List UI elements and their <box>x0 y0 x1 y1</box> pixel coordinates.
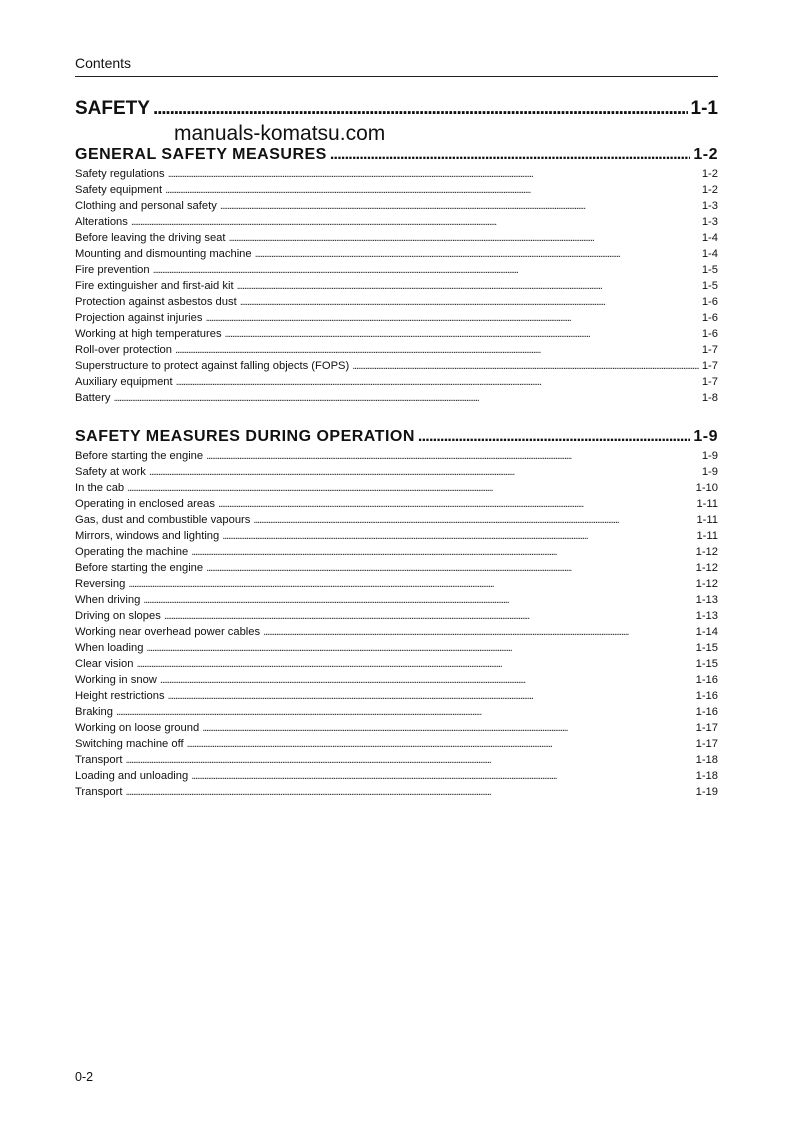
toc-entry-page: 1-13 <box>695 610 718 622</box>
toc-entry-title: In the cab <box>75 482 125 494</box>
dot-leader <box>153 262 699 278</box>
toc-section-title: SAFETY MEASURES DURING OPERATION <box>75 428 415 445</box>
dot-leader <box>113 390 698 406</box>
toc-entry[interactable] <box>75 784 718 800</box>
toc-entry-page: 1-2 <box>701 184 718 196</box>
toc-entry-title: Protection against asbestos dust <box>75 296 237 308</box>
toc-entry-page: 1-7 <box>701 376 718 388</box>
toc-entry[interactable] <box>75 496 718 512</box>
toc-entry[interactable] <box>75 230 718 246</box>
toc-entry-title: Superstructure to protect against falling objects (FOPS) <box>75 360 350 372</box>
toc-entry[interactable] <box>75 182 718 198</box>
toc-chapter-page: 1-1 <box>690 98 718 119</box>
dot-leader <box>168 166 699 182</box>
dot-leader <box>202 720 692 736</box>
toc-entry[interactable] <box>75 262 718 278</box>
dot-leader <box>165 182 699 198</box>
toc-entry-page: 1-14 <box>695 626 718 638</box>
dot-leader <box>168 688 693 704</box>
toc-entry[interactable] <box>75 736 718 752</box>
toc-entry-page: 1-6 <box>701 328 718 340</box>
toc-entry-title: Driving on slopes <box>75 610 161 622</box>
toc-entry-title: Before starting the engine <box>75 562 204 574</box>
toc-entry-title: Working near overhead power cables <box>75 626 261 638</box>
toc-entry-title: Transport <box>75 754 123 766</box>
dot-leader <box>187 736 693 752</box>
toc-entry-page: 1-8 <box>701 392 718 404</box>
toc-entry-title: When driving <box>75 594 141 606</box>
toc-entry[interactable] <box>75 342 718 358</box>
toc-entry-page: 1-11 <box>696 514 718 526</box>
toc-entry-title: Alterations <box>75 216 128 228</box>
toc-chapter-safety[interactable] <box>75 98 718 120</box>
toc-entry[interactable] <box>75 608 718 624</box>
dot-leader <box>191 544 692 560</box>
toc-entry-page: 1-15 <box>695 658 718 670</box>
toc-entry-title: Battery <box>75 392 111 404</box>
watermark-url: manuals-komatsu.com <box>174 122 386 145</box>
dot-leader <box>125 784 692 800</box>
toc-entry[interactable] <box>75 246 718 262</box>
toc-entry[interactable] <box>75 480 718 496</box>
dot-leader <box>218 496 694 512</box>
toc-entry-page: 1-12 <box>695 578 718 590</box>
toc-entry-title: Fire extinguisher and first-aid kit <box>75 280 234 292</box>
dot-leader <box>222 528 693 544</box>
toc-entry[interactable] <box>75 592 718 608</box>
dot-leader <box>263 624 692 640</box>
toc-entry-page: 1-18 <box>695 770 718 782</box>
toc-entry-page: 1-5 <box>701 280 718 292</box>
toc-entry-page: 1-9 <box>701 450 718 462</box>
toc-entry-title: Safety at work <box>75 466 146 478</box>
toc-entry-page: 1-16 <box>695 706 718 718</box>
toc-section-page: 1-2 <box>693 146 718 163</box>
toc-entry-title: Reversing <box>75 578 126 590</box>
toc-entry-page: 1-18 <box>695 754 718 766</box>
toc-entry[interactable] <box>75 464 718 480</box>
toc-entry[interactable] <box>75 672 718 688</box>
toc-entry[interactable] <box>75 214 718 230</box>
toc-entry-title: Mounting and dismounting machine <box>75 248 252 260</box>
dot-leader <box>131 214 699 230</box>
dot-leader <box>128 576 692 592</box>
dot-leader <box>330 145 691 165</box>
toc-entry-page: 1-11 <box>696 498 718 510</box>
toc-entry-title: Safety equipment <box>75 184 163 196</box>
toc-entry-page: 1-3 <box>701 216 718 228</box>
toc-entry-title: Switching machine off <box>75 738 184 750</box>
toc-entry[interactable] <box>75 512 718 528</box>
dot-leader <box>352 358 699 374</box>
dot-leader <box>191 768 692 784</box>
dot-leader <box>136 656 692 672</box>
toc-entry-title: Roll-over protection <box>75 344 173 356</box>
toc-entry[interactable] <box>75 198 718 214</box>
dot-leader <box>146 640 692 656</box>
dot-leader <box>225 326 699 342</box>
toc-entry-title: Working at high temperatures <box>75 328 222 340</box>
toc-entry[interactable] <box>75 528 718 544</box>
toc-entry-page: 1-17 <box>695 722 718 734</box>
toc-entry-page: 1-3 <box>701 200 718 212</box>
toc-entry-title: Working in snow <box>75 674 157 686</box>
toc-section-general-safety-measures[interactable] <box>75 145 718 165</box>
toc-entry-page: 1-12 <box>695 546 718 558</box>
toc-entry[interactable] <box>75 560 718 576</box>
dot-leader <box>206 448 699 464</box>
toc-entry[interactable] <box>75 374 718 390</box>
toc-entry-page: 1-7 <box>701 344 718 356</box>
toc-entry-page: 1-16 <box>695 690 718 702</box>
header-rule <box>75 76 718 77</box>
toc-entry-title: Before starting the engine <box>75 450 204 462</box>
toc-chapter-title: SAFETY <box>75 98 150 119</box>
dot-leader <box>176 374 699 390</box>
page-number: 0-2 <box>75 1070 94 1084</box>
toc-entry-title: Loading and unloading <box>75 770 189 782</box>
toc-entry-title: Safety regulations <box>75 168 165 180</box>
dot-leader <box>229 230 699 246</box>
dot-leader <box>164 608 693 624</box>
toc-entry-title: Gas, dust and combustible vapours <box>75 514 251 526</box>
dot-leader <box>127 480 692 496</box>
toc-entry[interactable] <box>75 390 718 406</box>
toc-entry-title: Braking <box>75 706 113 718</box>
toc-entry[interactable] <box>75 294 718 310</box>
toc-entry-page: 1-9 <box>701 466 718 478</box>
toc-entry[interactable] <box>75 358 718 374</box>
toc-entry[interactable] <box>75 704 718 720</box>
toc-entry[interactable] <box>75 278 718 294</box>
toc-entry-page: 1-19 <box>695 786 718 798</box>
toc-entry-title: Height restrictions <box>75 690 165 702</box>
toc-entry-title: Fire prevention <box>75 264 150 276</box>
dot-leader <box>125 752 692 768</box>
toc-entry[interactable] <box>75 624 718 640</box>
dot-leader <box>116 704 693 720</box>
toc-entry-title: Auxiliary equipment <box>75 376 173 388</box>
toc-entry-title: Operating in enclosed areas <box>75 498 215 510</box>
toc-entry[interactable] <box>75 166 718 182</box>
toc-entry[interactable] <box>75 576 718 592</box>
toc-entry[interactable] <box>75 326 718 342</box>
toc-entry[interactable] <box>75 310 718 326</box>
toc-entry-title: When loading <box>75 642 144 654</box>
toc-entry-page: 1-2 <box>701 168 718 180</box>
toc-entry-title: Operating the machine <box>75 546 189 558</box>
toc-section-safety-measures-during-operation[interactable] <box>75 427 718 447</box>
toc-entry[interactable] <box>75 688 718 704</box>
dot-leader <box>255 246 699 262</box>
toc-entry[interactable] <box>75 544 718 560</box>
toc-entry-title: Clear vision <box>75 658 134 670</box>
toc-entry[interactable] <box>75 720 718 736</box>
toc-entry-page: 1-16 <box>695 674 718 686</box>
toc-entry-title: Clothing and personal safety <box>75 200 217 212</box>
toc-entry-page: 1-17 <box>695 738 718 750</box>
toc-entry-title: Projection against injuries <box>75 312 203 324</box>
toc-entry-title: Before leaving the driving seat <box>75 232 226 244</box>
toc-entry[interactable] <box>75 752 718 768</box>
toc-entry-page: 1-10 <box>695 482 718 494</box>
toc-entry-title: Mirrors, windows and lighting <box>75 530 220 542</box>
toc-entry-page: 1-7 <box>701 360 718 372</box>
page-header-title: Contents <box>75 55 132 71</box>
toc-entry-page: 1-6 <box>701 296 718 308</box>
toc-entry[interactable] <box>75 768 718 784</box>
dot-leader <box>175 342 699 358</box>
toc-entry-page: 1-6 <box>701 312 718 324</box>
dot-leader <box>160 672 693 688</box>
toc-entry-page: 1-12 <box>695 562 718 574</box>
dot-leader <box>253 512 693 528</box>
toc-entry-page: 1-15 <box>695 642 718 654</box>
dot-leader <box>143 592 692 608</box>
toc-entry-page: 1-4 <box>701 248 718 260</box>
toc-entry-title: Transport <box>75 786 123 798</box>
toc-section-title: GENERAL SAFETY MEASURES <box>75 146 327 163</box>
dot-leader <box>240 294 699 310</box>
toc-entry-page: 1-4 <box>701 232 718 244</box>
toc-entry-page: 1-13 <box>695 594 718 606</box>
toc-entry[interactable] <box>75 448 718 464</box>
toc-section-page: 1-9 <box>693 428 718 445</box>
dot-leader <box>237 278 699 294</box>
dot-leader <box>153 98 688 120</box>
dot-leader <box>220 198 699 214</box>
toc-entry-page: 1-5 <box>701 264 718 276</box>
dot-leader <box>149 464 699 480</box>
toc-entry-page: 1-11 <box>696 530 718 542</box>
toc-entry-title: Working on loose ground <box>75 722 200 734</box>
toc-entry[interactable] <box>75 656 718 672</box>
dot-leader <box>206 560 692 576</box>
dot-leader <box>418 427 690 447</box>
dot-leader <box>205 310 698 326</box>
toc-entry[interactable] <box>75 640 718 656</box>
